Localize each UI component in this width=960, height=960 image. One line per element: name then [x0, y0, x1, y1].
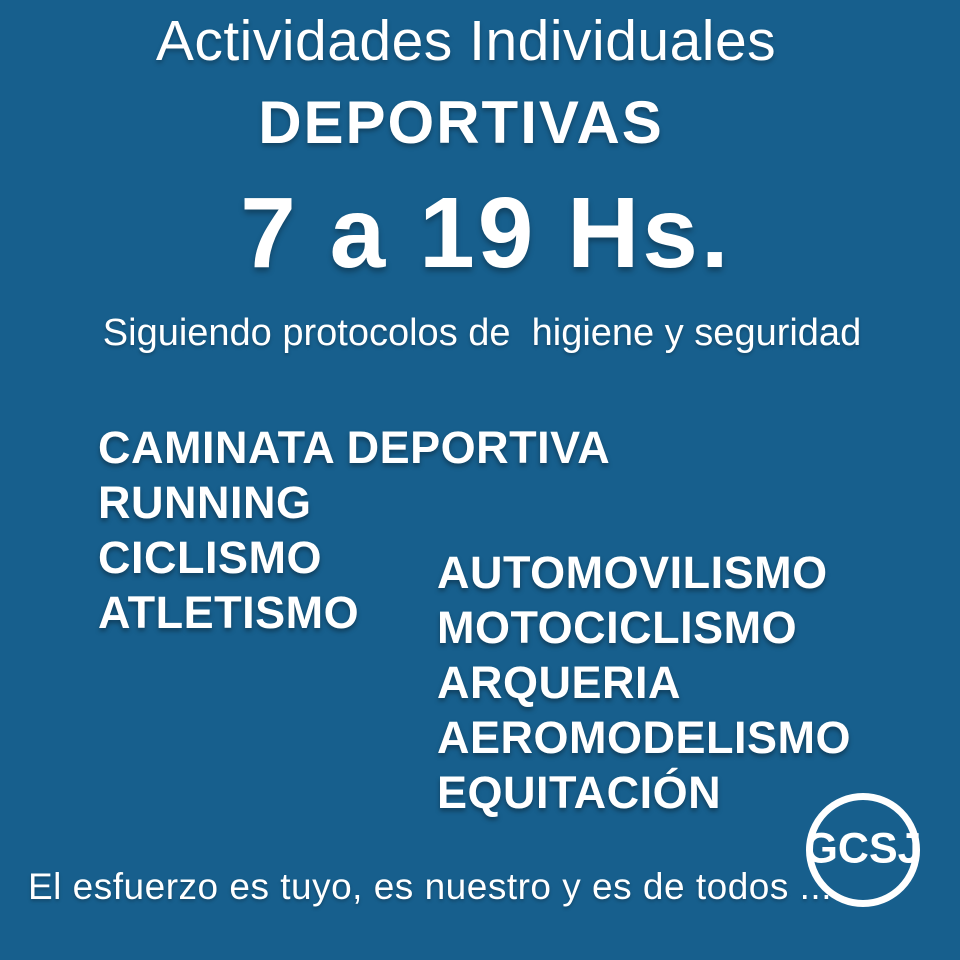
gcsj-logo	[806, 793, 920, 907]
hours-text: 7 a 19 Hs.	[240, 177, 732, 289]
protocol-note: Siguiendo protocolos de higiene y seguridad	[102, 312, 862, 354]
activity-item: CICLISMO	[98, 532, 322, 583]
activity-item: MOTOCICLISMO	[437, 602, 798, 653]
activity-item: ARQUERIA	[437, 657, 682, 708]
footer-slogan: El esfuerzo es tuyo, es nuestro y es de todos ...	[28, 866, 832, 907]
activity-item: AEROMODELISMO	[437, 712, 852, 763]
activity-item: RUNNING	[98, 477, 312, 528]
gcsj-logo-text: GCSJ	[804, 824, 922, 873]
activity-item: EQUITACIÓN	[437, 767, 722, 818]
activities-right-list	[437, 545, 851, 820]
poster-title: Actividades Individuales	[155, 9, 777, 73]
activity-item: CAMINATA DEPORTIVA	[98, 422, 611, 473]
activity-item: AUTOMOVILISMO	[437, 547, 828, 598]
activity-item: ATLETISMO	[98, 587, 360, 638]
poster-category-title: DEPORTIVAS	[258, 89, 664, 156]
